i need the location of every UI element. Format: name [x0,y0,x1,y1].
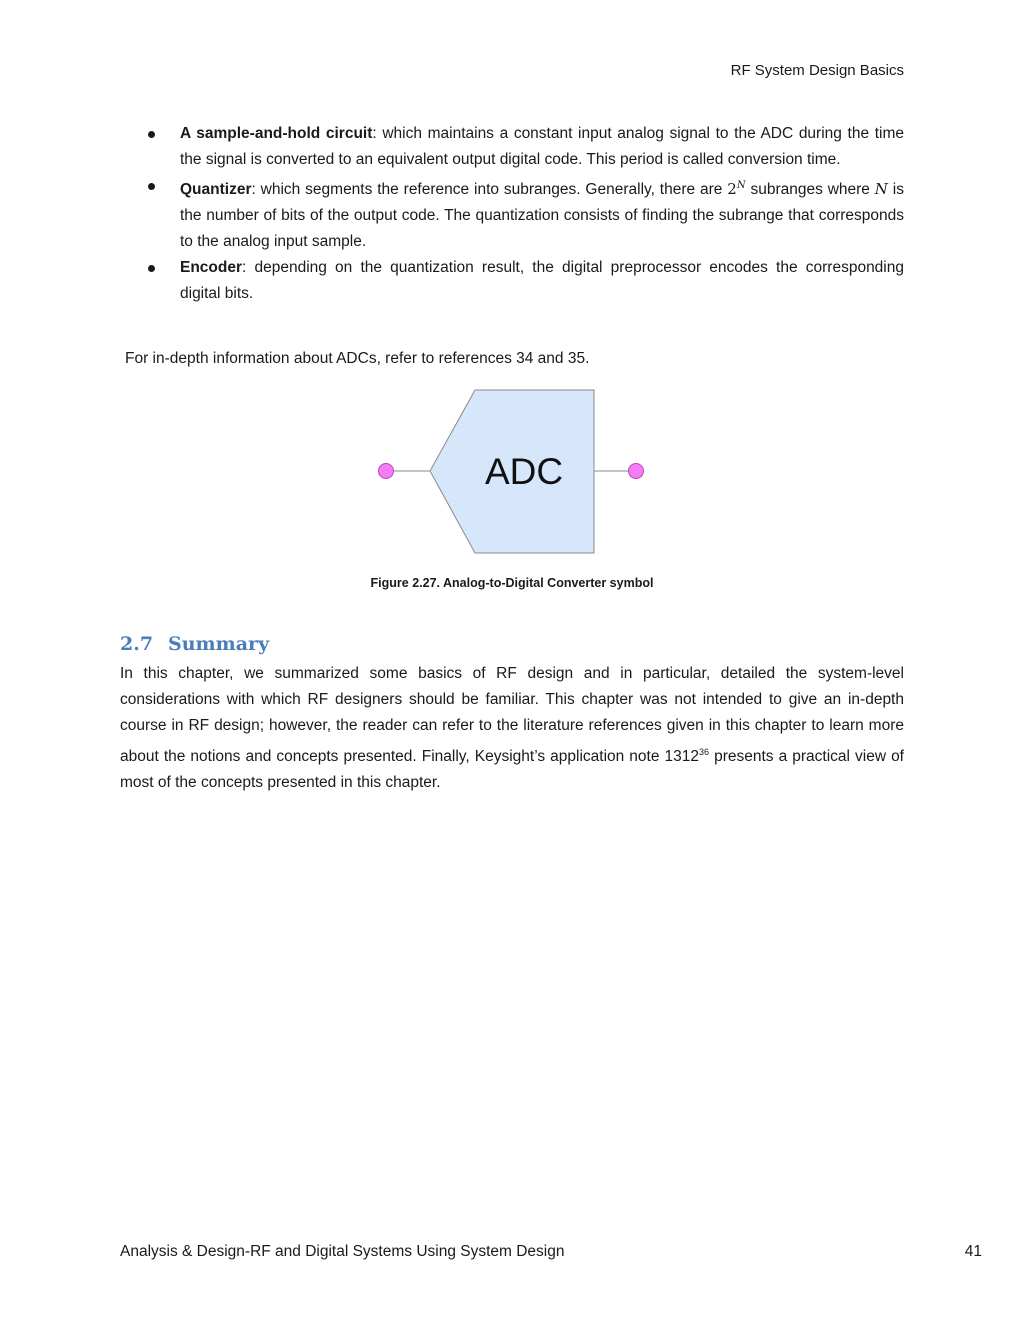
adc-symbol-figure [370,385,660,560]
term: A sample-and-hold circuit [180,125,373,142]
term: Quantizer [180,181,252,198]
section-title: Summary [168,633,270,655]
section-heading [120,633,269,655]
footnote-marker: 36 [699,747,710,757]
references-paragraph: For in-depth information about ADCs, refer to references 34 and 35. [125,350,590,367]
running-header: RF System Design Basics [730,62,904,79]
summary-text: In this chapter, we summarized some basics of RF design and in particular, detailed the system-level considerations with which RF designers should be familiar. This chapter was not intended to give an in-depth course in RF design; however, the reader can refer to the literature references given in this chapter to learn more about the notions and concepts presented. Finally, Keysight’s application note 1312 [120,665,904,766]
description: is the number of bits of the output code. The quantization consists of finding the subrange that corresponds to the analog input sample. [180,181,904,250]
description: : which maintains a constant input analog signal to the ADC during the time the signal is converted to an equivalent output digital code. This period is called conversion time. [180,125,904,168]
component-list [180,121,904,307]
term: Encoder [180,259,243,276]
summary-text: presents a practical view of most of the concepts presented in this chapter. [120,748,904,792]
list-item [180,121,904,173]
figure-caption: Figure 2.27. Analog-to-Digital Converter symbol [370,576,654,590]
adc-label: ADC [484,451,564,492]
section-number: 2.7 [120,633,154,655]
output-pin-icon [629,464,644,479]
description: : which segments the reference into subranges. Generally, there are [251,181,728,198]
bullet-icon [148,265,155,272]
description: subranges where [745,181,875,198]
summary-paragraph [120,661,904,796]
bullet-icon [148,131,155,138]
bullet-icon [148,183,155,190]
list-item [180,173,904,255]
page-number: 41 [964,1243,982,1260]
description: : depending on the quantization result, the digital preprocessor encodes the corresponding digital bits. [180,259,904,302]
math-expression: $2^N$ [727,180,746,198]
input-pin-icon [379,464,394,479]
math-variable: N [874,180,888,198]
list-item [180,255,904,307]
footer-book-title: Analysis & Design-RF and Digital Systems Using System Design [120,1243,565,1260]
